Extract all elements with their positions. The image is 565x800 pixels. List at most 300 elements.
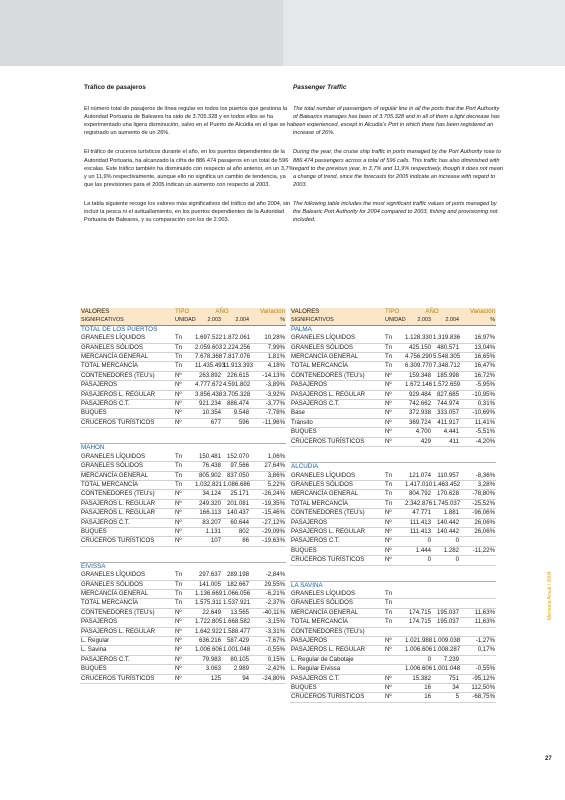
header-valores: VALORES xyxy=(290,308,384,316)
row-value-2004: 1.588.477 xyxy=(223,627,251,635)
row-variation: -7,67% xyxy=(250,637,286,646)
table-header-row xyxy=(80,308,286,316)
row-value-2004: 7.817.076 xyxy=(223,353,251,361)
english-paragraph: The following table includes the most significant traffic values of ports managed by the Balearic Port Authority for 2004 compared to 2003, fishing and provisioning not included. xyxy=(293,200,498,224)
row-variation: 11,41% xyxy=(460,418,496,427)
row-value-2003: 249.320 xyxy=(194,499,222,508)
table-row xyxy=(290,518,496,527)
row-label: PASAJEROS C.T. xyxy=(80,400,174,409)
row-label: CONTENEDORES (TEU's) xyxy=(290,627,384,636)
row-variation: 10,28% xyxy=(250,334,286,343)
row-value-2003: 111.413 xyxy=(404,518,432,527)
row-value-2003: 1.006.606 xyxy=(405,665,433,673)
row-value-2003: 22.649 xyxy=(194,608,222,617)
row-variation: -24,80% xyxy=(250,674,286,683)
row-value-2004: 587.429 xyxy=(222,637,250,646)
row-label: PASAJEROS L. REGULAR xyxy=(80,509,174,518)
row-value-2004: 140.437 xyxy=(222,509,250,518)
row-unit: Nº xyxy=(384,527,404,536)
row-unit xyxy=(384,655,404,664)
row-value-2003: 10.354 xyxy=(194,409,222,418)
row-value-2003: 0 xyxy=(404,537,432,546)
row-value-2004: 7.348.712 xyxy=(433,362,461,370)
row-value-2004: 596 xyxy=(222,418,250,427)
spanish-paragraph: La tabla siguiente recoge los valores más significativos del tráfico del año 2004, sin incluir la pesca ni el avituallamiento, en los puertos dependientes de la Autoridad Portuaria de Baleares, y su comparación con los de 2.003. xyxy=(84,200,291,224)
row-variation: -1,27% xyxy=(460,637,496,646)
row-unit: Tn xyxy=(384,480,404,489)
row-value-2004: 60.644 xyxy=(222,518,250,527)
row-variation xyxy=(460,537,496,546)
row-unit: Nº xyxy=(174,618,194,627)
row-value-2003: 929.484 xyxy=(404,390,432,399)
row-value-2004: 9.548 xyxy=(222,409,250,418)
row-label: BUQUES xyxy=(290,428,384,437)
row-variation: 26,06% xyxy=(460,527,496,536)
row-variation: 4,18% xyxy=(250,362,286,371)
header-tipo: TIPO xyxy=(174,308,194,316)
row-value-2003: 83.207 xyxy=(194,518,222,527)
row-label: BUQUES xyxy=(290,546,384,555)
row-unit xyxy=(384,665,404,674)
row-value-2004: 837.050 xyxy=(222,471,250,480)
row-variation: 1,06% xyxy=(250,453,286,462)
table-row xyxy=(80,527,286,536)
row-variation: -2,42% xyxy=(250,665,286,674)
row-value-2003: 7.678.368 xyxy=(195,353,223,361)
port-section-row xyxy=(80,325,286,334)
row-value-2004: 3.705.328 xyxy=(223,390,251,398)
table-subheader-row xyxy=(80,316,286,325)
english-paragraph: During the year, the cruise ship traffic in ports managed by the Port Authority rose to 886.474 passengers across a total of 596 calls. This traffic has also diminished with regard to the previous year, in 3,7% and 11,9% respectively, though it does not mean a change of trend, since the forecasts for 2005 indicate an increase with regard to 2003. xyxy=(293,149,503,188)
row-value-2004: 140.442 xyxy=(432,518,460,527)
row-unit: Nº xyxy=(174,674,194,683)
row-variation: -3,31% xyxy=(250,627,286,636)
row-value-2003: 921.234 xyxy=(194,400,222,409)
row-label: CONTENEDORES (TEU's) xyxy=(80,608,174,617)
side-label: Memoria Anual / 2004 xyxy=(547,571,553,620)
row-label: CONTENEDORES (TEU's) xyxy=(290,509,384,518)
row-label: MERCANCÍA GENERAL xyxy=(80,471,174,480)
row-unit: Tn xyxy=(384,353,404,362)
row-value-2004: 1.001.048 xyxy=(223,646,251,654)
table-row xyxy=(290,693,496,702)
block-spacer-cell xyxy=(290,447,496,463)
row-value-2003: 677 xyxy=(194,418,222,427)
row-label: GRANELES SÓLIDOS xyxy=(80,343,174,352)
port-section-row xyxy=(80,562,286,571)
row-value-2003: 1.136.669 xyxy=(195,589,223,597)
table-row xyxy=(290,390,496,399)
row-label: Base xyxy=(290,409,384,418)
row-value-2004: 1.572.659 xyxy=(433,381,461,389)
row-value-2004: 226.615 xyxy=(222,371,250,380)
table-row xyxy=(80,627,286,636)
table-row xyxy=(290,472,496,481)
row-value-2003: 15.382 xyxy=(404,674,432,683)
row-variation xyxy=(460,655,496,664)
row-label: L. Regular Eivissa xyxy=(290,665,384,674)
row-variation: -10,95% xyxy=(460,390,496,399)
row-unit: Tn xyxy=(174,589,194,598)
row-label: PASAJEROS xyxy=(290,637,384,646)
table-row xyxy=(80,471,286,480)
table-row xyxy=(290,362,496,371)
port-section-title: MAHON xyxy=(80,444,286,453)
row-variation: -11,96% xyxy=(250,418,286,427)
row-value-2004: 185.998 xyxy=(432,371,460,380)
row-label: MERCANCÍA GENERAL xyxy=(290,490,384,499)
row-unit: Nº xyxy=(384,371,404,380)
row-label: GRANELES SÓLIDOS xyxy=(290,480,384,489)
table-row xyxy=(80,371,286,380)
row-value-2003: 2.342.876 xyxy=(405,499,433,507)
row-value-2004: 34 xyxy=(432,684,460,693)
spanish-paragraph: El tráfico de cruceros turísticos durante el año, en los puertos dependientes de la Autoridad Portuaria, ha alcanzado la cifra de 886.474 pasajeros en un total de 596 escalas. Este tráfico también ha disminuido con respecto al año anterior, en un 3,7% y un 11,9% respectivamente, aunque ello no significa un cambio de tendencia, ya que las previsiones para el 2005 indican un aumento con respecto al 2003. xyxy=(84,149,294,188)
header-2004: 2.004 xyxy=(222,316,250,325)
row-label: PASAJEROS C.T. xyxy=(290,400,384,409)
table-row xyxy=(290,655,496,664)
row-value-2004: 1.881 xyxy=(432,509,460,518)
spanish-column xyxy=(84,84,294,235)
row-value-2004 xyxy=(432,627,460,636)
table-row xyxy=(290,428,496,437)
table-row xyxy=(290,546,496,555)
table-row xyxy=(80,589,286,598)
row-value-2004: 1.463.452 xyxy=(433,480,461,488)
row-label: CONTENEDORES (TEU's) xyxy=(80,490,174,499)
block-spacer-cell xyxy=(290,565,496,581)
table-subheader-row xyxy=(290,316,496,325)
table-row xyxy=(80,646,286,655)
row-unit: Nº xyxy=(174,418,194,427)
row-value-2003: 1.672.146 xyxy=(405,381,433,389)
row-unit: Nº xyxy=(174,646,194,655)
row-label: TOTAL MERCANCÍA xyxy=(290,618,384,627)
row-unit: Nº xyxy=(384,400,404,409)
table-row xyxy=(80,599,286,608)
table-row xyxy=(80,518,286,527)
row-unit: Nº xyxy=(384,546,404,555)
row-value-2003: 141.005 xyxy=(194,580,222,589)
row-unit: Nº xyxy=(384,418,404,427)
row-label: TOTAL MERCANCÍA xyxy=(290,499,384,508)
table-row xyxy=(80,409,286,418)
row-label: L. Savina xyxy=(80,646,174,655)
header-2003: 2.003 xyxy=(194,316,222,325)
table-row xyxy=(290,509,496,518)
row-unit: Tn xyxy=(384,490,404,499)
row-variation: 7,99% xyxy=(250,343,286,352)
row-unit: Nº xyxy=(174,400,194,409)
row-value-2004: 1.001.048 xyxy=(433,665,461,673)
row-variation: -0,55% xyxy=(460,665,496,674)
row-value-2003: 34.124 xyxy=(194,490,222,499)
row-unit: Nº xyxy=(174,608,194,617)
table-row xyxy=(80,400,286,409)
row-value-2004: 4.441 xyxy=(432,428,460,437)
row-variation: 0,15% xyxy=(250,655,286,664)
header-anio: AÑO xyxy=(194,308,250,316)
row-unit: Nº xyxy=(384,381,404,390)
row-variation: -5,51% xyxy=(460,428,496,437)
block-spacer xyxy=(290,447,496,463)
row-unit: Tn xyxy=(174,353,194,362)
row-unit: Tn xyxy=(384,618,404,627)
row-value-2004: 1.872.061 xyxy=(223,334,251,342)
row-unit: Tn xyxy=(384,362,404,371)
row-variation: -3,89% xyxy=(250,381,286,390)
row-label: PASAJEROS C.T. xyxy=(290,674,384,683)
port-section-row xyxy=(290,325,496,334)
table-row xyxy=(80,580,286,589)
row-label: GRANELES LÍQUIDOS xyxy=(290,334,384,343)
row-value-2003: 1.642.922 xyxy=(195,627,223,635)
row-label: PASAJEROS xyxy=(290,518,384,527)
table-row xyxy=(290,499,496,508)
row-variation: -5,95% xyxy=(460,381,496,390)
row-variation: -27,12% xyxy=(250,518,286,527)
row-variation: -4,20% xyxy=(460,437,496,446)
row-unit: Nº xyxy=(174,527,194,536)
row-label: TOTAL MERCANCÍA xyxy=(80,599,174,608)
row-label: BUQUES xyxy=(290,684,384,693)
row-value-2004: 1.009.038 xyxy=(433,637,461,644)
table-row xyxy=(290,537,496,546)
table-row xyxy=(290,590,496,599)
row-unit: Tn xyxy=(174,471,194,480)
table-row xyxy=(290,334,496,343)
port-section-row xyxy=(290,581,496,590)
row-value-2004: 80.105 xyxy=(222,655,250,664)
table-row xyxy=(290,674,496,683)
row-variation: 16,72% xyxy=(460,371,496,380)
row-variation: -14,13% xyxy=(250,371,286,380)
row-unit: Nº xyxy=(174,509,194,518)
row-variation: 13,04% xyxy=(460,343,496,352)
row-value-2003: 1.697.522 xyxy=(195,334,223,342)
table-row xyxy=(80,674,286,683)
row-value-2004: 140.442 xyxy=(432,527,460,536)
row-value-2004: 97.566 xyxy=(222,462,250,471)
row-unit: Nº xyxy=(174,390,194,399)
row-unit: Nº xyxy=(384,556,404,565)
row-variation: -25,52% xyxy=(460,499,496,508)
row-unit: Nº xyxy=(174,537,194,546)
row-label: CONTENEDORES (TEU's) xyxy=(290,371,384,380)
row-label: TOTAL MERCANCÍA xyxy=(80,480,174,489)
table-row xyxy=(290,437,496,446)
row-label: CRUCEROS TURÍSTICOS xyxy=(80,418,174,427)
row-unit: Nº xyxy=(174,499,194,508)
row-value-2003: 4.756.290 xyxy=(405,353,433,361)
row-unit: Nº xyxy=(384,509,404,518)
row-value-2004: 1.282 xyxy=(432,546,460,555)
table-row xyxy=(80,618,286,627)
spanish-heading: Tráfico de pasajeros xyxy=(84,84,146,91)
row-unit: Tn xyxy=(384,334,404,343)
row-variation xyxy=(460,556,496,565)
row-unit: Tn xyxy=(174,334,194,343)
port-section-title: TOTAL DE LOS PUERTOS xyxy=(81,325,158,333)
header-significativos: SIGNIFICATIVOS xyxy=(80,316,174,325)
table-row xyxy=(290,353,496,362)
row-value-2004: 2.224.256 xyxy=(223,343,251,351)
row-value-2004: 0 xyxy=(432,556,460,565)
row-label: GRANELES SÓLIDOS xyxy=(290,599,384,608)
row-value-2003: 2.059.603 xyxy=(195,343,223,351)
row-label: CRUCEROS TURÍSTICOS xyxy=(290,556,384,565)
row-value-2004: 110.957 xyxy=(432,472,460,481)
ports-table-left xyxy=(80,308,286,684)
row-value-2003: 159.348 xyxy=(404,371,432,380)
row-value-2004: 195.037 xyxy=(432,618,460,627)
row-unit: Tn xyxy=(384,608,404,617)
header-anio: AÑO xyxy=(404,308,460,316)
row-label: MERCANCÍA GENERAL xyxy=(290,353,384,362)
table-row xyxy=(80,362,286,371)
table-row xyxy=(80,537,286,546)
row-value-2003: 805.902 xyxy=(194,471,222,480)
row-value-2003: 111.413 xyxy=(404,527,432,536)
row-label: MERCANCÍA GENERAL xyxy=(80,589,174,598)
row-value-2003: 1.006.606 xyxy=(195,646,223,654)
row-unit: Nº xyxy=(174,381,194,390)
row-value-2004: 7.239 xyxy=(432,655,460,664)
row-variation xyxy=(460,590,496,599)
row-variation: -95,12% xyxy=(460,674,496,683)
row-variation: 3,28% xyxy=(460,480,496,489)
row-value-2004: 13.565 xyxy=(222,608,250,617)
row-unit: Nº xyxy=(384,409,404,418)
row-value-2003: 174.715 xyxy=(404,608,432,617)
row-label: TOTAL MERCANCÍA xyxy=(80,362,174,371)
row-value-2004: 411.917 xyxy=(432,418,460,427)
row-variation: -3,15% xyxy=(250,618,286,627)
row-label: CRUCEROS TURÍSTICOS xyxy=(290,693,384,702)
table-row xyxy=(80,343,286,352)
row-value-2003: 263.892 xyxy=(194,371,222,380)
row-variation: -40,11% xyxy=(250,608,286,617)
row-variation: -96,06% xyxy=(460,509,496,518)
row-value-2004: 86 xyxy=(222,537,250,546)
table-header-row xyxy=(290,308,496,316)
row-unit: Tn xyxy=(384,472,404,481)
row-label: TOTAL MERCANCÍA xyxy=(290,362,384,371)
row-value-2003: 372.938 xyxy=(404,409,432,418)
port-section-row xyxy=(290,463,496,472)
row-unit: Tn xyxy=(174,462,194,471)
row-value-2003: 1.032.821 xyxy=(195,480,223,488)
table-row xyxy=(80,480,286,489)
row-value-2004: 1.066.056 xyxy=(223,589,251,597)
header-band-left xyxy=(0,0,283,66)
row-variation: -15,46% xyxy=(250,509,286,518)
port-section-row xyxy=(80,444,286,453)
block-spacer xyxy=(290,565,496,581)
row-value-2003: 1.575.311 xyxy=(195,599,222,607)
row-value-2004: 827.685 xyxy=(432,390,460,399)
row-label: GRANELES LÍQUIDOS xyxy=(80,453,174,462)
header-pct: % xyxy=(250,316,286,325)
row-value-2004: 5.548.305 xyxy=(433,353,461,361)
row-variation: 26,06% xyxy=(460,518,496,527)
row-value-2003: 125 xyxy=(194,674,222,683)
row-variation: -2,37% xyxy=(250,599,286,608)
row-unit: Nº xyxy=(174,490,194,499)
row-label: PASAJEROS L. REGULAR xyxy=(290,390,384,399)
header-variacion: Variación xyxy=(460,308,496,316)
row-variation: -19,35% xyxy=(250,499,286,508)
row-value-2003: 804.792 xyxy=(404,490,432,499)
table-row xyxy=(80,665,286,674)
row-value-2004: 1.008.287 xyxy=(433,646,461,654)
row-label: PASAJEROS xyxy=(290,381,384,390)
row-unit: Nº xyxy=(384,390,404,399)
row-value-2004: 480.571 xyxy=(432,343,460,352)
row-value-2003: 6.309.770 xyxy=(405,362,433,370)
row-variation xyxy=(460,599,496,608)
row-unit: Nº xyxy=(174,518,194,527)
row-value-2003: 3.063 xyxy=(194,665,222,674)
row-unit: Tn xyxy=(384,599,404,608)
row-unit: Nº xyxy=(174,655,194,664)
row-variation: 27,64% xyxy=(250,462,286,471)
header-band xyxy=(0,0,565,66)
row-value-2003: 121.074 xyxy=(404,472,432,481)
row-value-2003: 174.715 xyxy=(404,618,432,627)
table-row xyxy=(290,684,496,693)
table-row xyxy=(80,608,286,617)
row-variation: -68,75% xyxy=(460,693,496,702)
row-label: PASAJEROS L. REGULAR xyxy=(290,646,384,655)
row-value-2003: 11.435.493 xyxy=(195,362,226,370)
row-unit: Tn xyxy=(174,580,194,589)
english-paragraph: The total number of passengers of regular line in all the ports that the Port Authority of Balearics manages has been of 3.705.328 and in all of them a light decrease has been experienced, except in Alcudia's Port in which there has been registered an increase of 26%. xyxy=(293,106,500,137)
row-variation: -29,09% xyxy=(250,527,286,536)
row-unit: Tn xyxy=(174,362,194,371)
table-row xyxy=(290,608,496,617)
table-row xyxy=(290,527,496,536)
row-value-2004: 94 xyxy=(222,674,250,683)
row-label: GRANELES SÓLIDOS xyxy=(80,580,174,589)
table-row xyxy=(80,655,286,664)
row-value-2003: 76.438 xyxy=(194,462,222,471)
row-unit: Nº xyxy=(174,665,194,674)
row-label: GRANELES LÍQUIDOS xyxy=(290,590,384,599)
row-variation: -3,77% xyxy=(250,400,286,409)
row-value-2003: 16 xyxy=(404,693,432,702)
row-variation: 16,47% xyxy=(460,362,496,371)
row-value-2003: 1.131 xyxy=(194,527,222,536)
row-label: CRUCEROS TURÍSTICOS xyxy=(80,537,174,546)
row-unit: Nº xyxy=(174,371,194,380)
row-label: PASAJEROS L. REGULAR xyxy=(290,527,384,536)
table-row xyxy=(80,353,286,362)
row-value-2003: 3.856.438 xyxy=(195,390,223,398)
row-unit: Nº xyxy=(174,409,194,418)
row-value-2003: 1.128.330 xyxy=(405,334,433,342)
header-2004: 2.004 xyxy=(432,316,460,325)
row-value-2004: 1.745.037 xyxy=(433,499,461,507)
row-value-2003: 742.662 xyxy=(404,400,432,409)
row-label: GRANELES LÍQUIDOS xyxy=(290,472,384,481)
port-section-title: LA SAVINA xyxy=(290,581,496,590)
row-value-2004: 25.171 xyxy=(222,490,250,499)
row-unit: Nº xyxy=(384,684,404,693)
row-label: BUQUES xyxy=(80,409,174,418)
table-row xyxy=(290,637,496,646)
row-label: BUQUES xyxy=(80,527,174,536)
